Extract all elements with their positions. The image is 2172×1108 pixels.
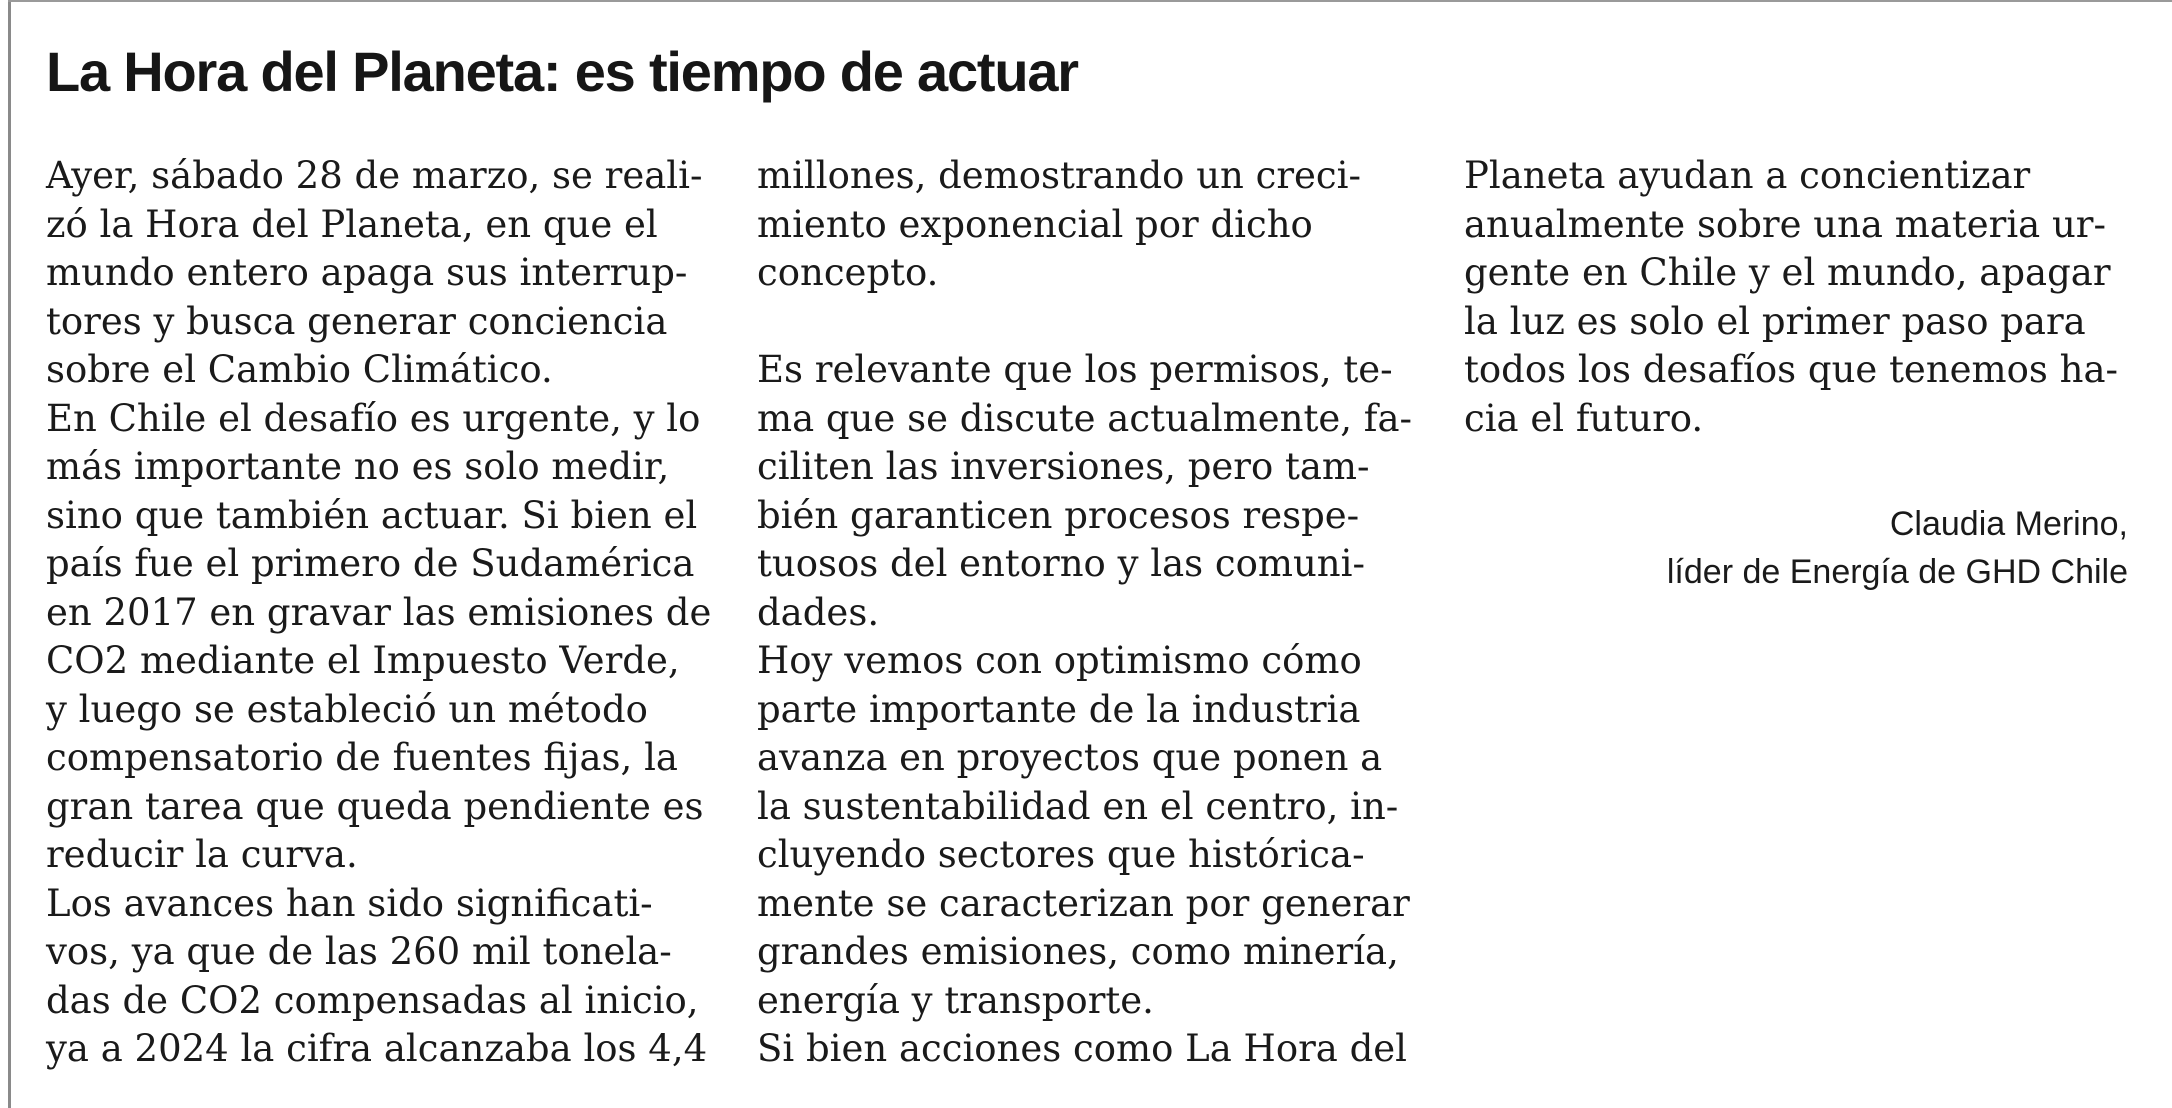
top-border-rule bbox=[8, 0, 2172, 2]
text-line: miento exponencial por dicho bbox=[757, 202, 1313, 246]
text-line: en 2017 en gravar las emisiones de bbox=[46, 590, 712, 634]
author-name: Claudia Merino, bbox=[1889, 505, 2128, 543]
article-column-1 bbox=[46, 152, 716, 1074]
text-line: reducir la curva. bbox=[46, 833, 358, 876]
text-line: dades. bbox=[757, 590, 880, 634]
text-line: energía y transporte. bbox=[757, 978, 1154, 1022]
text-line: Planeta ayudan a concientizar bbox=[1464, 154, 2031, 197]
text-line: cia el futuro. bbox=[1464, 396, 1704, 440]
article-headline: La Hora del Planeta: es tiempo de actuar bbox=[46, 40, 1078, 103]
paragraph-gap bbox=[757, 298, 1427, 347]
text-line: todos los desafíos que tenemos ha- bbox=[1464, 348, 2119, 391]
text-line: bién garanticen procesos respe- bbox=[757, 493, 1360, 537]
text-line: la sustentabilidad en el centro, in- bbox=[757, 784, 1399, 828]
text-line: gran tarea que queda pendiente es bbox=[46, 784, 704, 828]
article-column-2 bbox=[757, 152, 1427, 1074]
text-line: ma que se discute actualmente, fa- bbox=[757, 396, 1413, 440]
text-line: más importante no es solo medir, bbox=[46, 445, 670, 488]
text-line: avanza en proyectos que ponen a bbox=[757, 736, 1383, 779]
text-line: tores y busca generar conciencia bbox=[46, 299, 668, 343]
text-line: cluyendo sectores que históricа- bbox=[757, 833, 1365, 876]
text-line: anualmente sobre una materia ur- bbox=[1464, 202, 2106, 246]
text-line: gente en Chile y el mundo, apagar bbox=[1464, 251, 2111, 294]
text-line: Hoy vemos con optimismo cómo bbox=[757, 639, 1362, 682]
left-border-rule bbox=[8, 0, 11, 1108]
text-line: compensatorio de fuentes fijas, la bbox=[46, 736, 678, 779]
text-line: vos, ya que de las 260 mil tonela- bbox=[46, 930, 672, 973]
text-line: y luego se estableció un método bbox=[46, 687, 648, 731]
text-line: Es relevante que los permisos, te- bbox=[757, 348, 1393, 391]
text-line: das de CO2 compensadas al inicio, bbox=[46, 978, 699, 1022]
text-line: la luz es solo el primer paso para bbox=[1464, 299, 2086, 343]
text-line: grandes emisiones, como minería, bbox=[757, 930, 1399, 973]
text-line: concepto. bbox=[757, 251, 939, 294]
text-line: Ayer, sábado 28 de marzo, se reali- bbox=[46, 154, 703, 197]
text-line: ya a 2024 la cifra alcanzaba los 4,4 bbox=[46, 1027, 708, 1070]
text-line: mundo entero apaga sus interrup- bbox=[46, 251, 688, 294]
text-line: parte importante de la industria bbox=[757, 687, 1361, 731]
text-line: Los avances han sido significati- bbox=[46, 881, 653, 925]
text-line: millones, demostrando un creci- bbox=[757, 154, 1361, 197]
text-line: En Chile el desafío es urgente, y lo bbox=[46, 396, 701, 440]
text-line: mente se caracterizan por generar bbox=[757, 881, 1410, 925]
text-line: sobre el Cambio Climático. bbox=[46, 348, 553, 391]
article-column-3 bbox=[1464, 152, 2134, 443]
author-role: líder de Energía de GHD Chile bbox=[1666, 553, 2128, 591]
author-signature bbox=[1667, 500, 2128, 596]
text-line: tuosos del entorno y las comuni- bbox=[757, 542, 1365, 585]
text-line: sino que también actuar. Si bien el bbox=[46, 493, 698, 537]
text-line: ciliten las inversiones, pero tam- bbox=[757, 445, 1370, 488]
text-line: país fue el primero de Sudamérica bbox=[46, 542, 695, 585]
text-line: zó la Hora del Planeta, en que el bbox=[46, 202, 658, 246]
text-line: CO2 mediante el Impuesto Verde, bbox=[46, 639, 680, 682]
text-line: Si bien acciones como La Hora del bbox=[757, 1027, 1408, 1070]
